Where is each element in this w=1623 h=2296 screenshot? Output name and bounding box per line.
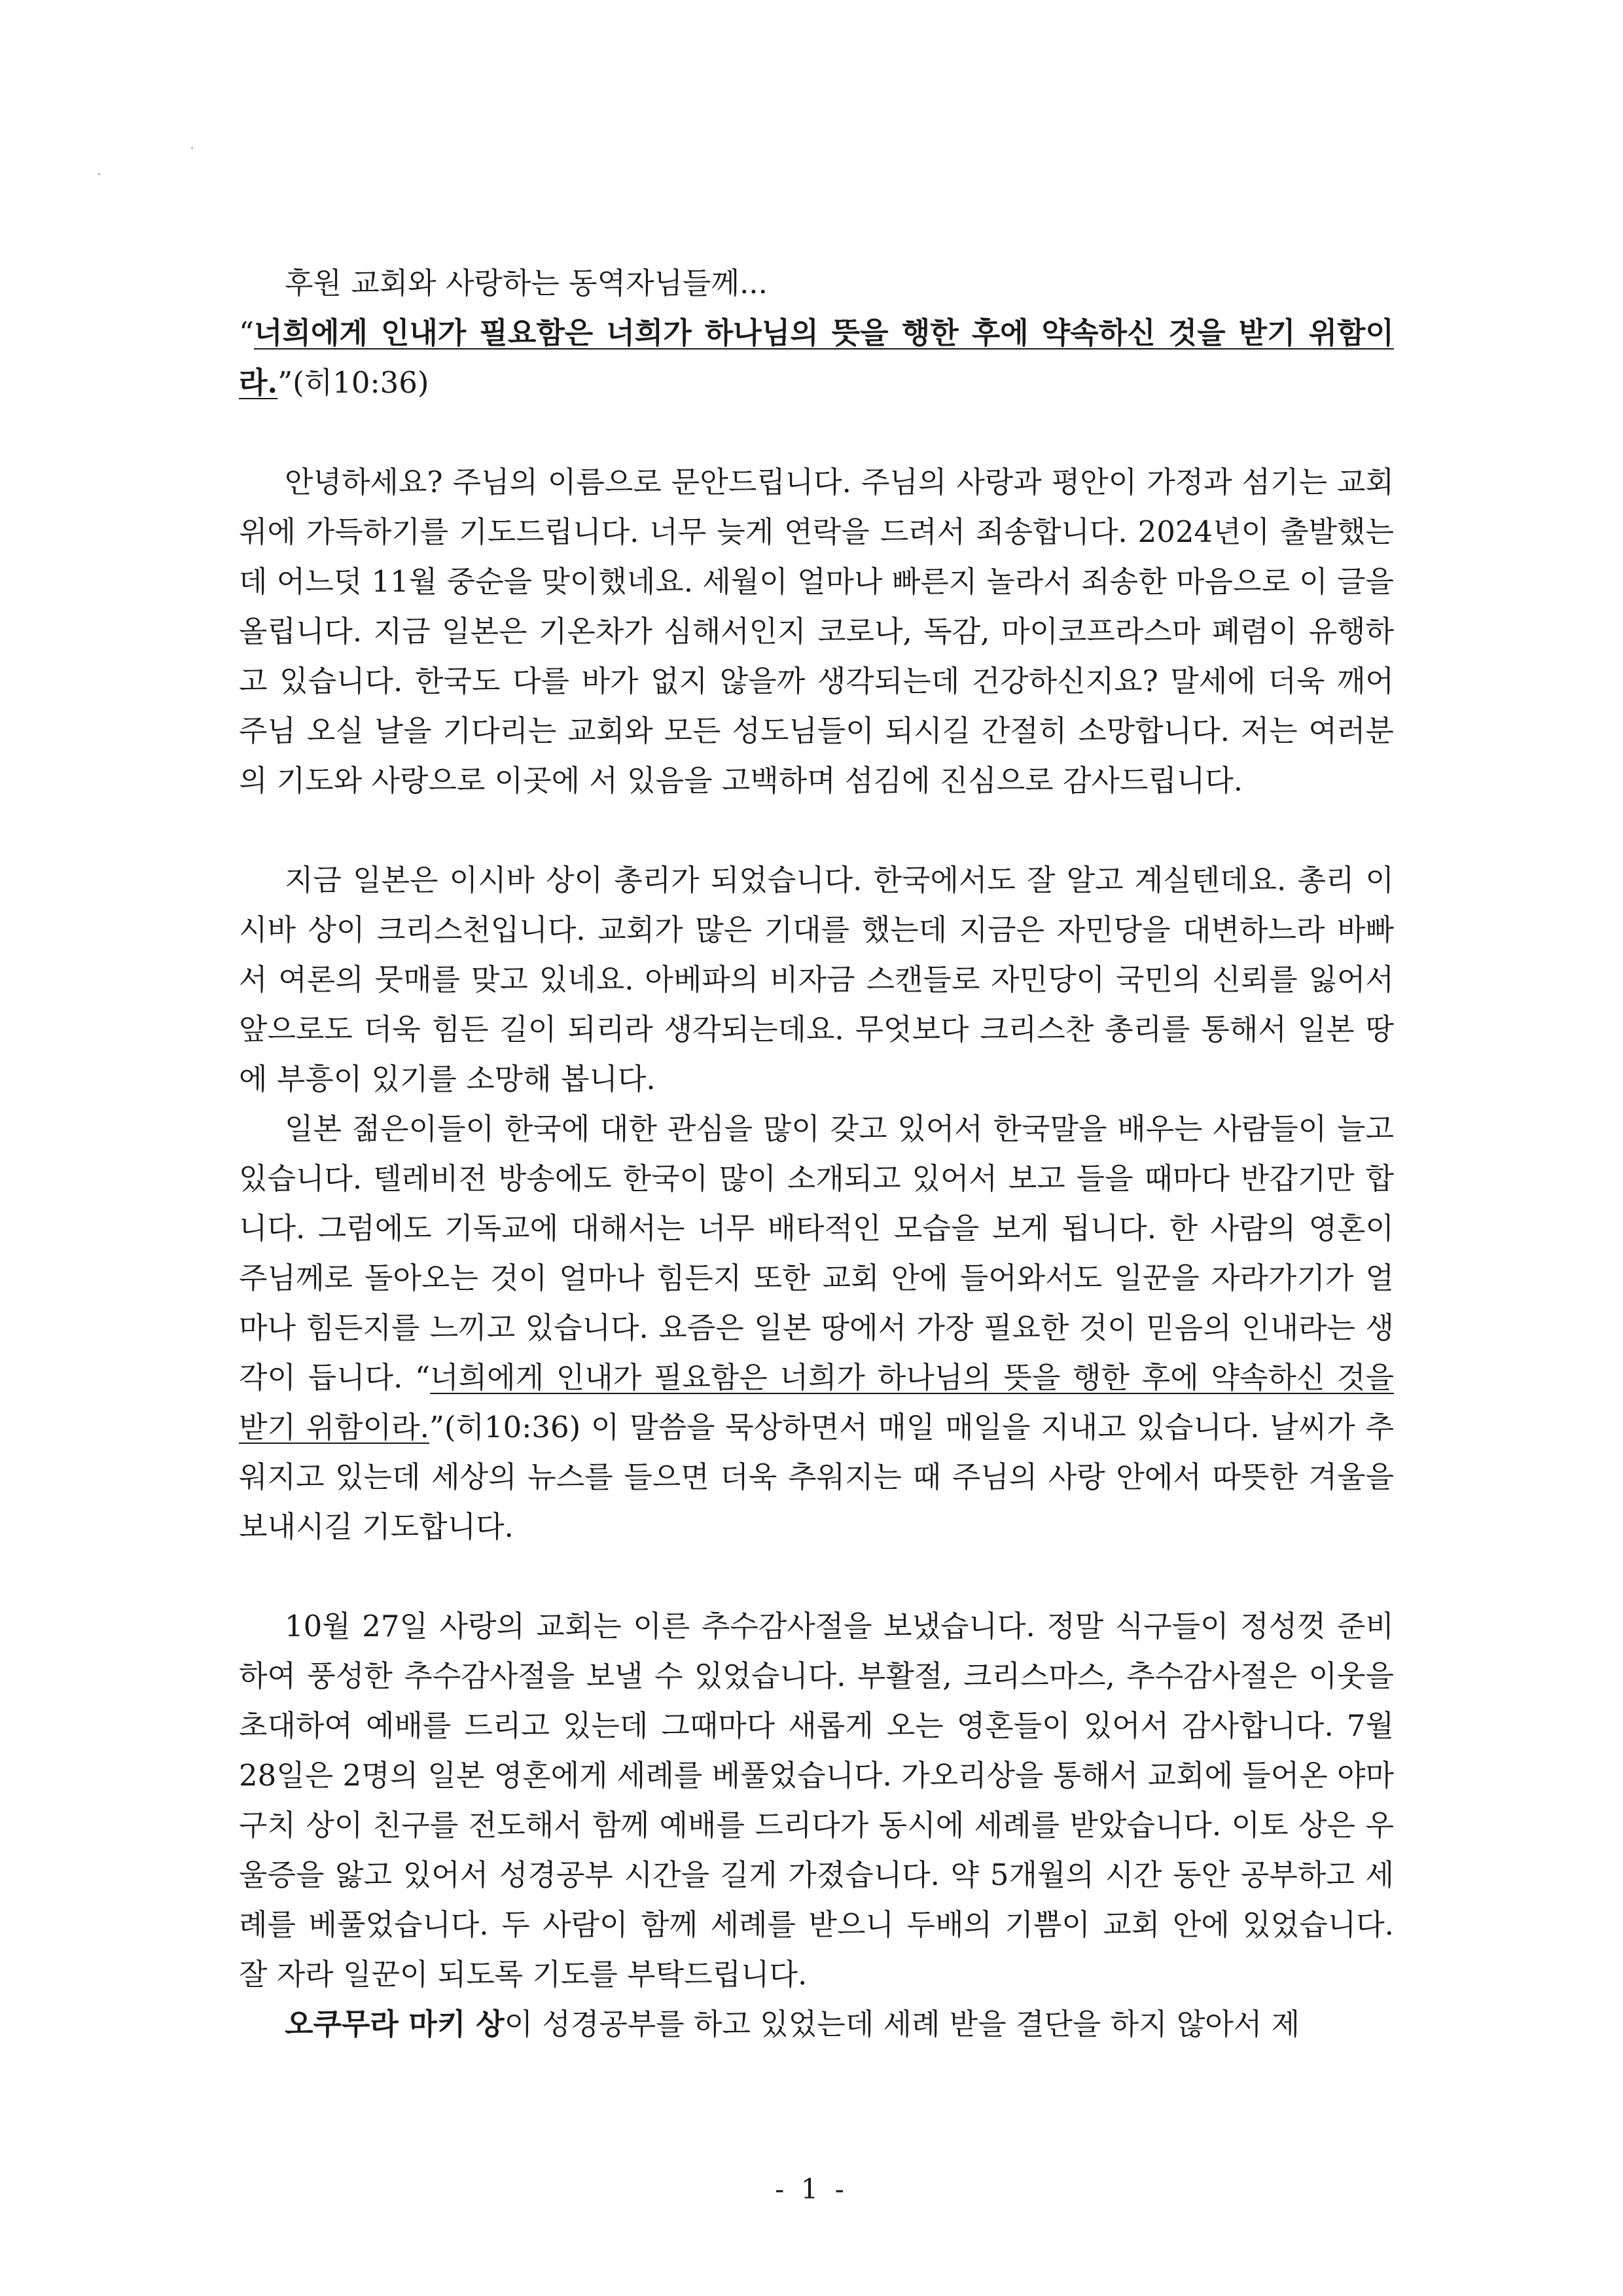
spacer <box>239 1552 1394 1602</box>
paragraph-greeting: 안녕하세요? 주님의 이름으로 문안드립니다. 주님의 사랑과 평안이 가정과 섬기는 교회 위에 가득하기를 기도드립니다. 너무 늦게 연락을 드려서 죄송합니다. 2024년이 출발했는데 어느덧 11월 중순을 맞이했네요. 세월이 얼마나 빠른지 놀라서 죄송한 마음으로 이 글을 올립니다. 지금 일본은 기온차가 심해서인지 코로나, 독감, 마이코프라스마 폐렴이 유행하고 있습니다. 한국도 다를 바가 없지 않을까 생각되는데 건강하신지요? 말세에 더욱 깨어 주님 오실 날을 기다리는 교회와 모든 성도님들이 되시길 간절히 소망합니다. 저는 여러분의 기도와 사랑으로 이곳에 서 있음을 고백하며 섬김에 진심으로 감사드립니다. <box>239 465 1394 798</box>
scan-speck: · <box>190 141 194 157</box>
page-number: - 1 - <box>775 2173 848 2205</box>
spacer <box>239 806 1394 855</box>
inline-verse-close-quote: ” <box>429 1410 444 1444</box>
verse-open-quote: “ <box>239 315 255 350</box>
verse-close-quote: ” <box>277 365 293 400</box>
spacer <box>239 408 1394 457</box>
inline-verse: 너희에게 인내가 필요함은 너희가 하나님의 뜻을 행한 후에 약속하신 것을 받기 위함이라. <box>239 1360 1395 1444</box>
highlighted-name: 오쿠무라 마키 상 <box>285 2007 505 2041</box>
verse-reference: (히10:36) <box>293 365 429 400</box>
inline-verse-open-quote: “ <box>415 1360 431 1395</box>
paragraph-young-people <box>239 1104 1394 1552</box>
verse-text: 너희에게 인내가 필요함은 너희가 하나님의 뜻을 행한 후에 약속하신 것을 받기 위함이라. <box>239 315 1394 400</box>
paragraph-text: 일본 젊은이들이 한국에 대한 관심을 많이 갖고 있어서 한국말을 배우는 사람들이 늘고 있습니다. 텔레비전 방송에도 한국이 많이 소개되고 있어서 보고 들을 때마다 반갑기만 합니다. 그럼에도 기독교에 대해서는 너무 배타적인 모습을 보게 됩니다. 한 사람의 영혼이 주님께로 돌아오는 것이 얼마나 힘든지 또한 교회 안에 들어와서도 일꾼을 자라가기가 얼마나 힘든지를 느끼고 있습니다. 요즘은 일본 땅에서 가장 필요한 것이 믿음의 인내라는 생각이 듭니다. <box>239 1111 1394 1395</box>
opening-verse <box>239 308 1394 408</box>
paragraph-text: 이 성경공부를 하고 있었는데 세례 받을 결단을 하지 않아서 제 <box>504 2007 1300 2041</box>
paragraph-thanksgiving: 10월 27일 사랑의 교회는 이른 추수감사절을 보냈습니다. 정말 식구들이 정성껏 준비하여 풍성한 추수감사절을 보낼 수 있었습니다. 부활절, 크리스마스, 추수감사절은 이웃을 초대하여 예배를 드리고 있는데 그때마다 새롭게 오는 영혼들이 있어서 감사합니다. 7월 28일은 2명의 일본 영혼에게 세례를 베풀었습니다. 가오리상을 통해서 교회에 들어온 야마구치 상이 친구를 전도해서 함께 예배를 드리다가 동시에 세례를 받았습니다. 이토 상은 우울증을 앓고 있어서 성경공부 시간을 길게 가졌습니다. 약 5개월의 시간 동안 공부하고 세례를 베풀었습니다. 두 사람이 함께 세례를 받으니 두배의 기쁨이 교회 안에 있었습니다. 잘 자라 일꾼이 되도록 기도를 부탁드립니다. <box>239 1609 1394 1992</box>
letter-body <box>239 259 1394 2049</box>
paragraph-okumura <box>239 2000 1394 2049</box>
paragraph-japan-news: 지금 일본은 이시바 상이 총리가 되었습니다. 한국에서도 잘 알고 계실텐데요. 총리 이시바 상이 크리스천입니다. 교회가 많은 기대를 했는데 지금은 자민당을 대변하느라 바빠서 여론의 뭇매를 맞고 있네요. 아베파의 비자금 스캔들로 자민당이 국민의 신뢰를 잃어서 앞으로도 더욱 힘든 길이 되리라 생각되는데요. 무엇보다 크리스찬 총리를 통해서 일본 땅에 부흥이 있기를 소망해 봅니다. <box>239 863 1394 1096</box>
paragraph-text: (히10:36) 이 말씀을 묵상하면서 매일 매일을 지내고 있습니다. 날씨가 추워지고 있는데 세상의 뉴스를 들으면 더욱 추워지는 때 주님의 사랑 안에서 따뜻한 겨울을 보내시길 기도합니다. <box>239 1410 1395 1544</box>
greeting-line: 후원 교회와 사랑하는 동역자님들께... <box>285 266 768 300</box>
scan-speck: · <box>97 167 101 183</box>
